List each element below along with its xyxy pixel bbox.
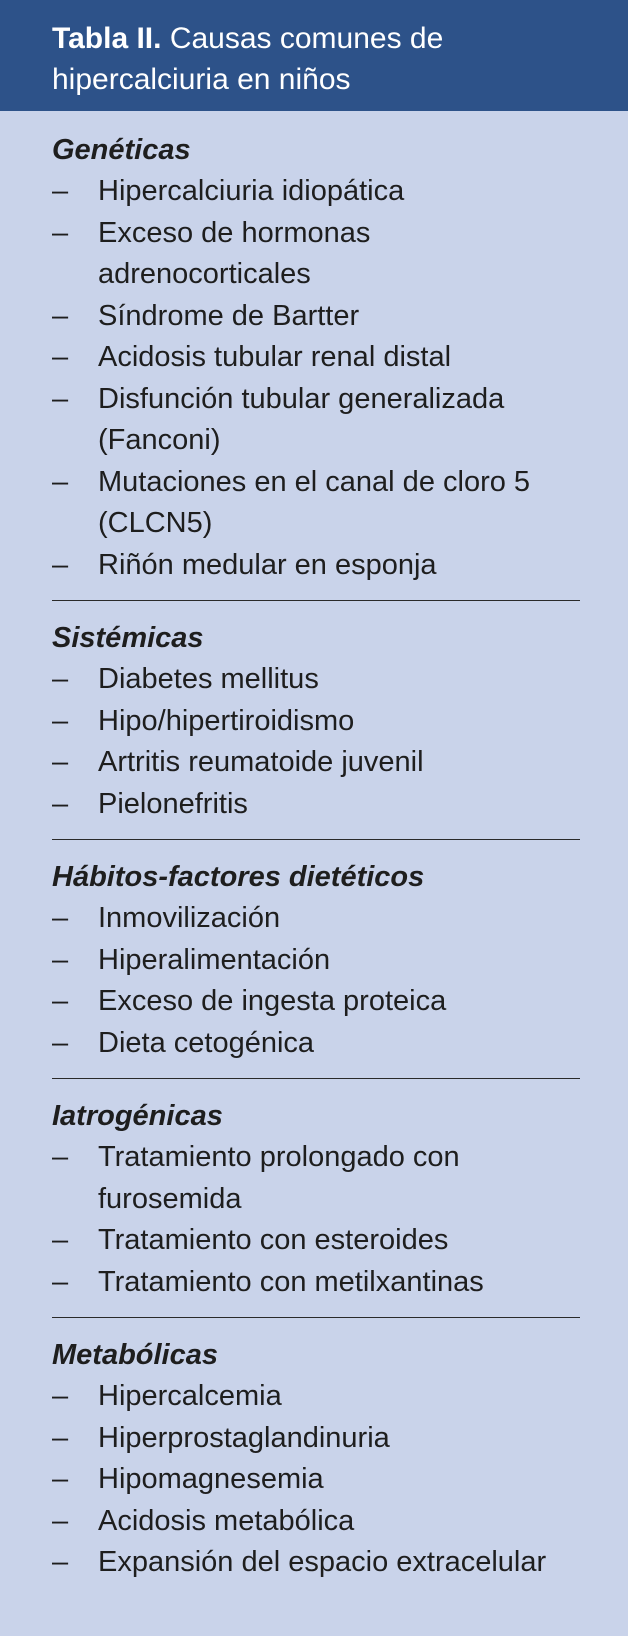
list-item-text: Riñón medular en esponja bbox=[98, 548, 437, 581]
list-item-text: Disfunción tubular generalizada (Fanconi) bbox=[98, 382, 505, 456]
list-item bbox=[52, 337, 580, 379]
section-h-bitos-factores-diet-ticos bbox=[52, 856, 580, 1079]
list-item bbox=[52, 1542, 580, 1584]
list-item-text: Tratamiento con esteroides bbox=[98, 1224, 449, 1256]
list-item bbox=[52, 296, 580, 338]
list-item-text: Inmovilización bbox=[98, 902, 281, 934]
list-item bbox=[52, 940, 580, 982]
table-label: Tabla II. bbox=[52, 22, 162, 55]
list-item bbox=[52, 898, 580, 940]
dash-bullet: – bbox=[52, 299, 69, 332]
list-item-text: Hipo/hipertiroidismo bbox=[98, 704, 355, 737]
list-item-text: Síndrome de Bartter bbox=[98, 299, 360, 332]
list-item bbox=[52, 1023, 580, 1065]
list-item-text: Mutaciones en el canal de cloro 5 (CLCN5) bbox=[98, 465, 531, 539]
dash-bullet: – bbox=[52, 1546, 69, 1578]
list-item bbox=[52, 981, 580, 1023]
list-item-text: Hipercalciuria idiopática bbox=[98, 175, 405, 207]
list-item-text: Acidosis metabólica bbox=[98, 1504, 355, 1537]
list-item bbox=[52, 1262, 580, 1304]
list-item bbox=[52, 701, 580, 743]
list-item-text: Pielonefritis bbox=[98, 787, 248, 820]
dash-bullet: – bbox=[52, 1463, 69, 1495]
dash-bullet: – bbox=[52, 746, 69, 778]
list-item bbox=[52, 213, 580, 296]
dash-bullet: – bbox=[52, 382, 69, 415]
list-item bbox=[52, 1220, 580, 1262]
list-item-text: Artritis reumatoide juvenil bbox=[98, 746, 424, 778]
dash-bullet: – bbox=[52, 985, 69, 1017]
list-item-text: Tratamiento prolongado con furosemida bbox=[98, 1141, 460, 1215]
section-title: Metabólicas bbox=[52, 1339, 218, 1371]
list-item bbox=[52, 171, 580, 213]
list-item bbox=[52, 462, 580, 545]
dash-bullet: – bbox=[52, 548, 69, 581]
list-item-text: Hiperalimentación bbox=[98, 943, 331, 976]
section-sist-micas bbox=[52, 617, 580, 840]
dash-bullet: – bbox=[52, 341, 69, 373]
list-item bbox=[52, 1459, 580, 1501]
section-title: Iatrogénicas bbox=[52, 1100, 223, 1132]
dash-bullet: – bbox=[52, 902, 69, 934]
dash-bullet: – bbox=[52, 704, 69, 737]
list-item bbox=[52, 379, 580, 462]
list-item-text: Hiperprostaglandinuria bbox=[98, 1421, 390, 1454]
list-item bbox=[52, 784, 580, 826]
list-item bbox=[52, 1501, 580, 1543]
list-item bbox=[52, 659, 580, 701]
list-item-text: Expansión del espacio extracelular bbox=[98, 1546, 547, 1578]
table-content bbox=[0, 111, 628, 1598]
dash-bullet: – bbox=[52, 175, 69, 207]
table-header bbox=[0, 0, 628, 111]
table-title: Causas comunes de hipercalciuria en niños bbox=[52, 22, 444, 96]
dash-bullet: – bbox=[52, 1141, 69, 1173]
dash-bullet: – bbox=[52, 1421, 69, 1454]
list-item bbox=[52, 1137, 580, 1220]
dash-bullet: – bbox=[52, 787, 69, 820]
list-item-text: Acidosis tubular renal distal bbox=[98, 341, 452, 373]
section-title: Genéticas bbox=[52, 134, 191, 166]
list-item-text: Exceso de hormonas adrenocorticales bbox=[98, 216, 371, 290]
list-item bbox=[52, 545, 580, 587]
list-item-text: Exceso de ingesta proteica bbox=[98, 985, 447, 1017]
dash-bullet: – bbox=[52, 216, 69, 249]
section-title: Sistémicas bbox=[52, 622, 204, 654]
dash-bullet: – bbox=[52, 1026, 69, 1059]
section-title: Hábitos-factores dietéticos bbox=[52, 861, 425, 893]
dash-bullet: – bbox=[52, 1504, 69, 1537]
dash-bullet: – bbox=[52, 465, 69, 498]
dash-bullet: – bbox=[52, 1380, 69, 1412]
dash-bullet: – bbox=[52, 1265, 69, 1298]
section-metab-licas bbox=[52, 1334, 580, 1598]
list-item-text: Diabetes mellitus bbox=[98, 663, 319, 695]
list-item bbox=[52, 1376, 580, 1418]
section-gen-ticas bbox=[52, 129, 580, 601]
dash-bullet: – bbox=[52, 663, 69, 695]
list-item bbox=[52, 742, 580, 784]
dash-bullet: – bbox=[52, 1224, 69, 1256]
list-item-text: Dieta cetogénica bbox=[98, 1026, 315, 1059]
list-item-text: Hipercalcemia bbox=[98, 1380, 282, 1412]
list-item-text: Hipomagnesemia bbox=[98, 1463, 324, 1495]
dash-bullet: – bbox=[52, 943, 69, 976]
list-item-text: Tratamiento con metilxantinas bbox=[98, 1265, 484, 1298]
list-item bbox=[52, 1418, 580, 1460]
section-iatrog-nicas bbox=[52, 1095, 580, 1318]
